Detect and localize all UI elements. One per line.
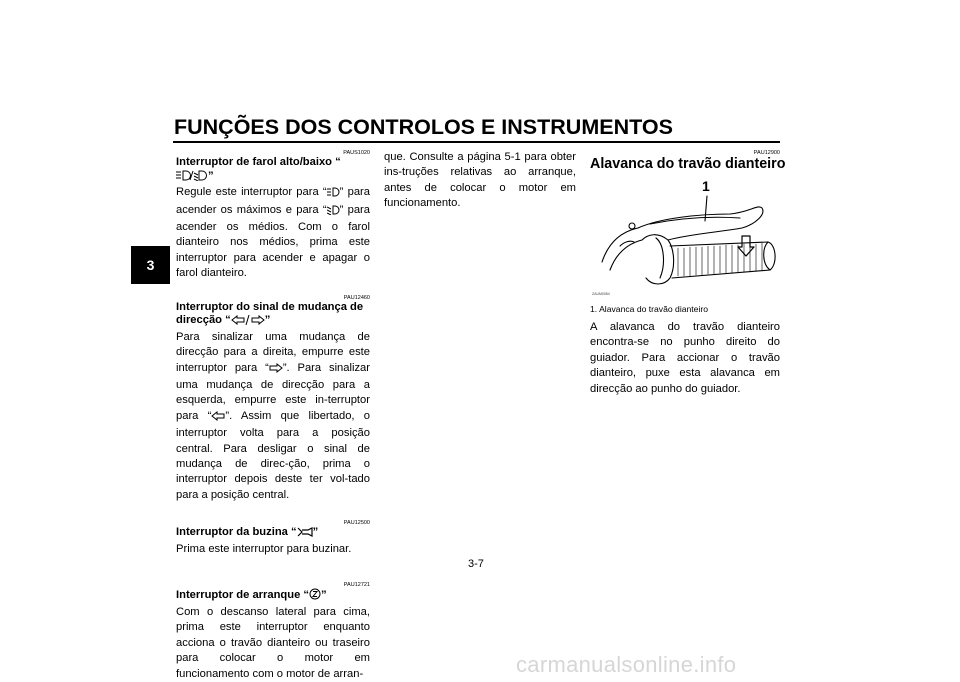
figure-code: ZAUM0084	[592, 292, 610, 296]
body-text: Regule este interruptor para “	[176, 186, 327, 199]
page-title: FUNÇÕES DOS CONTROLOS E INSTRUMENTOS	[174, 115, 673, 139]
section-body: Prima este interruptor para buzinar.	[176, 542, 352, 555]
page-number: 3-7	[468, 558, 484, 570]
section-heading-turn-signal	[176, 301, 370, 330]
turn-left-icon	[211, 411, 225, 426]
column-2-text: que. Consulte a página 5-1 para obter ins-truções relativas ao arranque, antes de colocar o motor em funcionamento.	[384, 151, 576, 210]
body-text: Para sinalizar uma mudança de direcção para a direita, empurre este interruptor para “	[176, 330, 370, 374]
section-heading-front-brake: Alavanca do travão dianteiro	[590, 156, 786, 172]
high-beam-icon	[327, 187, 340, 202]
body-text: ”. Para sinalizar uma mudança de direcção para a esquerda, empurre este in-terruptor para “	[176, 361, 371, 422]
heading-text-end: ”	[321, 589, 327, 602]
brake-lever-illustration	[590, 174, 780, 300]
brake-lever-figure	[590, 174, 780, 300]
chapter-tab: 3	[131, 246, 170, 284]
section-body	[176, 185, 370, 281]
figure-caption: 1. Alavanca do travão dianteiro	[590, 304, 709, 314]
heading-text-end: ”	[264, 314, 271, 327]
low-beam-icon	[327, 205, 340, 220]
section-body: Com o descanso lateral para cima, prima este interruptor enquanto acciona o travão dianteiro ou traseiro para colocar o motor em funcionamento com o motor de arran-	[176, 605, 370, 680]
section-code: PAU12900	[753, 150, 780, 156]
turn-left-right-icon	[231, 315, 265, 330]
heading-text-end: ”	[208, 169, 214, 182]
figure-callout-1: 1	[702, 178, 710, 194]
watermark: carmanualsonline.info	[516, 652, 737, 677]
column-1	[176, 150, 370, 682]
body-text: ” para acender os médios. Com o farol dianteiro nos médios, prima este interruptor para acender e apagar o farol dianteiro.	[176, 203, 370, 280]
high-low-beam-icon	[176, 170, 208, 186]
title-rule	[173, 141, 780, 143]
heading-text: Interruptor do sinal de mudança de	[176, 300, 364, 313]
column-3	[590, 150, 786, 397]
heading-text: Interruptor de arranque “	[176, 589, 310, 602]
heading-text: direcção “	[176, 314, 231, 327]
section-heading-high-low-beam	[176, 156, 370, 185]
heading-text: Interruptor da buzina “	[176, 526, 297, 539]
body-text: ” para acender os máximos e para “	[176, 186, 370, 216]
section-body	[176, 330, 370, 503]
body-text: ”. Assim que libertado, o interruptor volta para a posição central. Para desligar o sinal de mudança de direc-ção, prima o interruptor depois deste ter vol-tado para a posição central.	[176, 409, 371, 501]
section-code: PAU12460	[343, 294, 370, 301]
section-code: PAU12500	[343, 520, 370, 527]
section-heading-horn	[176, 526, 370, 542]
section-code: PAU12721	[343, 582, 370, 589]
start-switch-icon	[309, 588, 321, 605]
turn-right-icon	[269, 363, 283, 378]
horn-icon	[297, 527, 313, 542]
heading-text: Interruptor de farol alto/baixo “	[176, 156, 341, 168]
heading-text-end: ”	[312, 526, 319, 539]
section-code: PAUS1020	[343, 150, 370, 156]
section-body: A alavanca do travão dianteiro encontra-se no punho direito do guiador. Para accionar o travão dianteiro, puxe esta alavanca em direcção ao punho do guiador.	[590, 321, 780, 395]
section-heading-start	[176, 588, 370, 605]
